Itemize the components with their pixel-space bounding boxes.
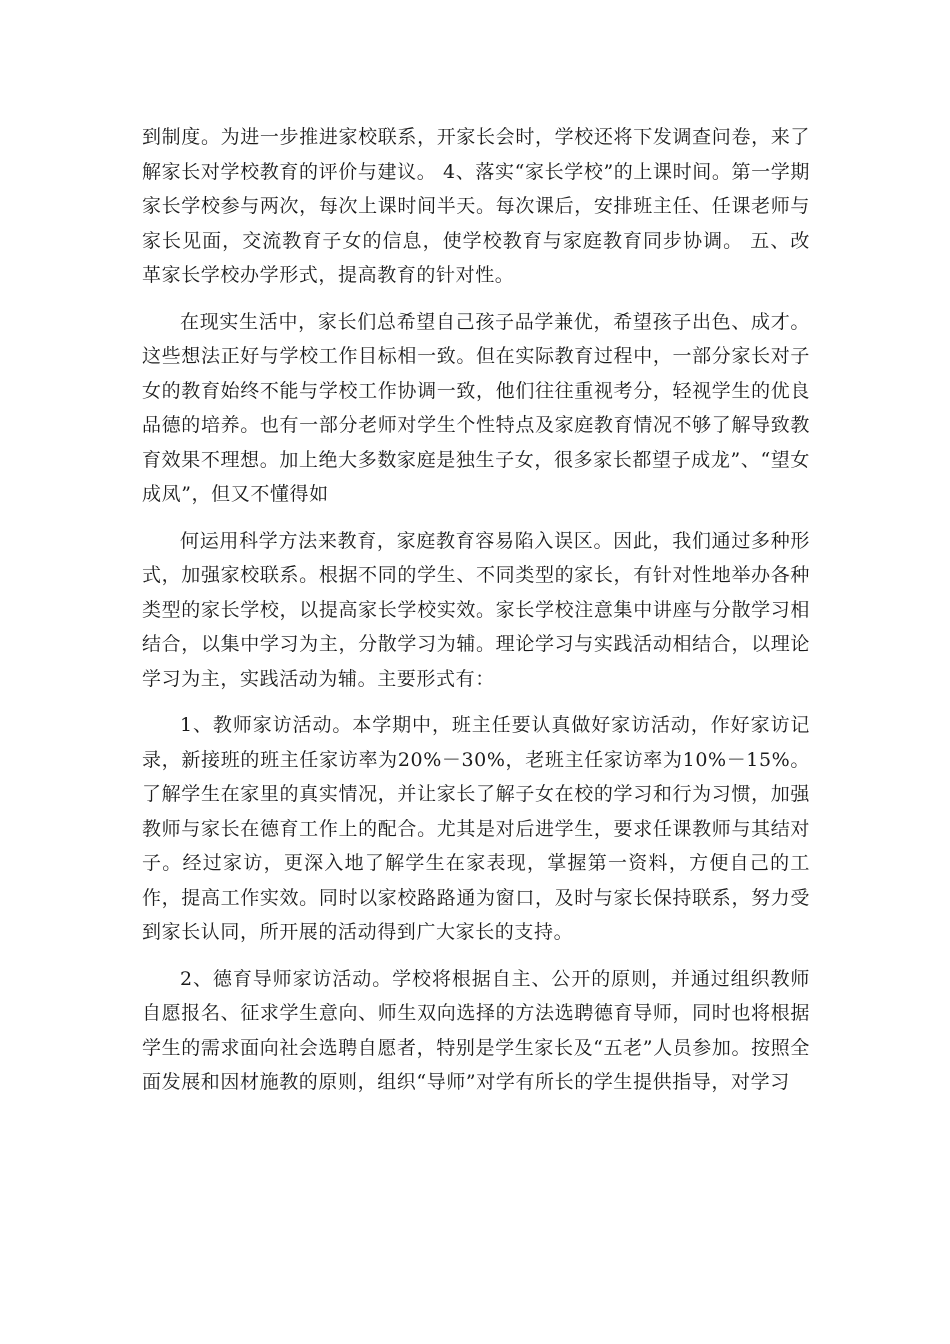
paragraph-parents-expectations: 在现实生活中，家长们总希望自己孩子品学兼优，希望孩子出色、成才。这些想法正好与学校工作目标相一致。但在实际教育过程中，一部分家长对子女的教育始终不能与学校工作协调一致，他们往往重视考分，轻视学生的优良品德的培养。也有一部分老师对学生个性特点及家庭教育情况不够了解导致教育效果不理想。加上绝大多数家庭是独生子女，很多家长都望子成龙”、“望女成凤”，但又不懂得如 bbox=[142, 310, 810, 505]
paragraph-mentor-home-visits: 2、德育导师家访活动。学校将根据自主、公开的原则，并通过组织教师自愿报名、征求学生意向、师生双向选择的方法选聘德育导师，同时也将根据学生的需求面向社会选聘自愿者，特别是学生家长及“五老”人员参加。按照全面发展和因材施教的原则，组织“导师”对学有所长的学生提供指导，对学习 bbox=[142, 967, 810, 1093]
paragraph-teaching-forms: 何运用科学方法来教育，家庭教育容易陷入误区。因此，我们通过多种形式，加强家校联系。根据不同的学生、不同类型的家长，有针对性地举办各种类型的家长学校，以提高家长学校实效。家长学校注意集中讲座与分散学习相结合，以集中学习为主，分散学习为辅。理论学习与实践活动相结合，以理论学习为主，实践活动为辅。主要形式有： bbox=[142, 529, 810, 690]
paragraph-teacher-home-visits: 1、教师家访活动。本学期中，班主任要认真做好家访活动，作好家访记录，新接班的班主任家访率为20%－30%，老班主任家访率为10%－15%。了解学生在家里的真实情况，并让家长了解子女在校的学习和行为习惯，加强教师与家长在德育工作上的配合。尤其是对后进学生，要求任课教师与其结对子。经过家访，更深入地了解学生在家表现，掌握第一资料，方便自己的工作，提高工作实效。同时以家校路路通为窗口，及时与家长保持联系，努力受到家长认同，所开展的活动得到广大家长的支持。 bbox=[142, 714, 810, 943]
paragraph-continuation: 到制度。为进一步推进家校联系，开家长会时，学校还将下发调查问卷，来了解家长对学校教育的评价与建议。 4、落实“家长学校”的上课时间。第一学期家长学校参与两次，每次上课时间半天。每次课后，安排班主任、任课老师与家长见面，交流教育子女的信息，使学校教育与家庭教育同步协调。 五、改革家长学校办学形式，提高教育的针对性。 bbox=[142, 126, 811, 286]
document-body bbox=[142, 120, 810, 1112]
